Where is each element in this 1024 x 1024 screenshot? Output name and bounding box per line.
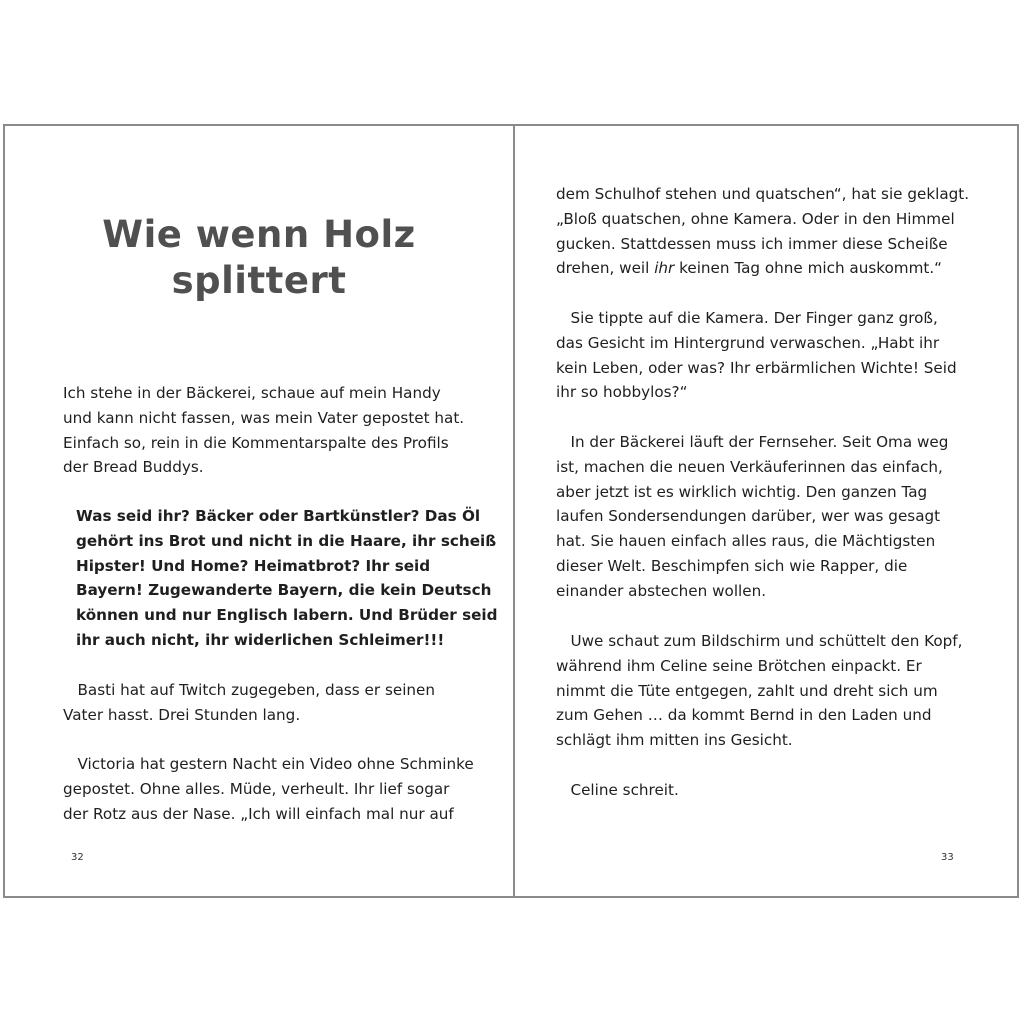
left-page [5, 126, 513, 896]
text-line: Hipster! Und Home? Heimatbrot? Ihr seid [76, 556, 431, 575]
text-line: zum Gehen … da kommt Bernd in den Laden und [556, 706, 932, 725]
text-line-content: Victoria hat gestern Nacht ein Video ohne Schminke [77, 755, 474, 773]
chapter-title-line: splittert [171, 259, 347, 302]
text-line: und kann nicht fassen, was mein Vater gepostet hat. [63, 408, 465, 427]
text-line: können und nur Englisch labern. Und Brüder seid [76, 606, 498, 625]
quote-paragraph [76, 504, 497, 653]
book-spread [3, 124, 1019, 898]
text-line: gepostet. Ohne alles. Müde, verheult. Ihr lief sogar [63, 779, 450, 798]
text-line-content: Sie tippte auf die Kamera. Der Finger ganz groß, [570, 309, 938, 327]
text-line: Vater hasst. Drei Stunden lang. [63, 705, 301, 724]
page-number: 33 [941, 852, 954, 863]
text-segment: drehen, weil [556, 259, 655, 278]
text-line: Was seid ihr? Bäcker oder Bartkünstler? Das Öl [76, 507, 481, 525]
paragraph [556, 629, 962, 753]
text-line: gucken. Stattdessen muss ich immer diese Scheiße [556, 234, 948, 253]
text-line: kein Leben, oder was? Ihr erbärmlichen Wichte! Seid [556, 358, 957, 377]
text-line: nimmt die Tüte entgegen, zahlt und dreht sich um [556, 681, 938, 700]
paragraph [63, 752, 474, 826]
text-line: während ihm Celine seine Brötchen einpackt. Er [556, 656, 922, 675]
text-line: schlägt ihm mitten ins Gesicht. [556, 731, 793, 750]
text-line: ist, machen die neuen Verkäuferinnen das einfach, [556, 457, 943, 476]
text-line: einander abstechen wollen. [556, 581, 767, 600]
paragraph [556, 778, 679, 803]
paragraph [556, 306, 957, 405]
text-line: aber jetzt ist es wirklich wichtig. Den ganzen Tag [556, 482, 928, 501]
text-line-content: Celine schreit. [570, 781, 679, 799]
text-line: Ich stehe in der Bäckerei, schaue auf mein Handy [63, 384, 441, 402]
text-segment: keinen Tag ohne mich auskommt.“ [674, 259, 943, 278]
text-line [63, 752, 474, 777]
paragraph [556, 182, 969, 281]
text-line: laufen Sondersendungen darüber, wer was gesagt [556, 507, 941, 526]
text-line: der Rotz aus der Nase. „Ich will einfach mal nur auf [63, 804, 454, 823]
text-line: Einfach so, rein in die Kommentarspalte des Profils [63, 433, 449, 452]
text-line: gehört ins Brot und nicht in die Haare, ihr scheiß [76, 531, 497, 550]
text-line [556, 306, 957, 331]
chapter-title-line: Wie wenn Holz [102, 213, 416, 256]
text-line-content: In der Bäckerei läuft der Fernseher. Seit Oma weg [570, 433, 949, 451]
text-line: ihr so hobbylos?“ [556, 383, 688, 402]
paragraph [63, 678, 435, 728]
text-line: hat. Sie hauen einfach alles raus, die Mächtigsten [556, 532, 936, 551]
text-line: „Bloß quatschen, ohne Kamera. Oder in den Himmel [556, 209, 955, 228]
text-line [556, 778, 679, 803]
text-line: das Gesicht im Hintergrund verwaschen. „Habt ihr [556, 333, 940, 352]
text-line [63, 678, 435, 703]
text-line [556, 256, 969, 281]
chapter-title [5, 212, 513, 304]
text-line [556, 430, 948, 455]
text-line-content: Basti hat auf Twitch zugegeben, dass er seinen [77, 681, 436, 699]
right-page [515, 126, 1017, 896]
text-line: ihr auch nicht, ihr widerlichen Schleimer!!! [76, 630, 445, 649]
text-line: Bayern! Zugewanderte Bayern, die kein Deutsch [76, 581, 492, 600]
text-line [556, 629, 962, 654]
text-line-content: Uwe schaut zum Bildschirm und schüttelt den Kopf, [570, 632, 963, 650]
paragraph [556, 430, 948, 604]
page-number: 32 [71, 852, 84, 863]
text-line: der Bread Buddys. [63, 458, 204, 477]
text-line: dem Schulhof stehen und quatschen“, hat sie geklagt. [556, 185, 970, 203]
paragraph [63, 381, 464, 480]
text-line: dieser Welt. Beschimpfen sich wie Rapper, die [556, 556, 908, 575]
emphasis: ihr [654, 259, 675, 278]
